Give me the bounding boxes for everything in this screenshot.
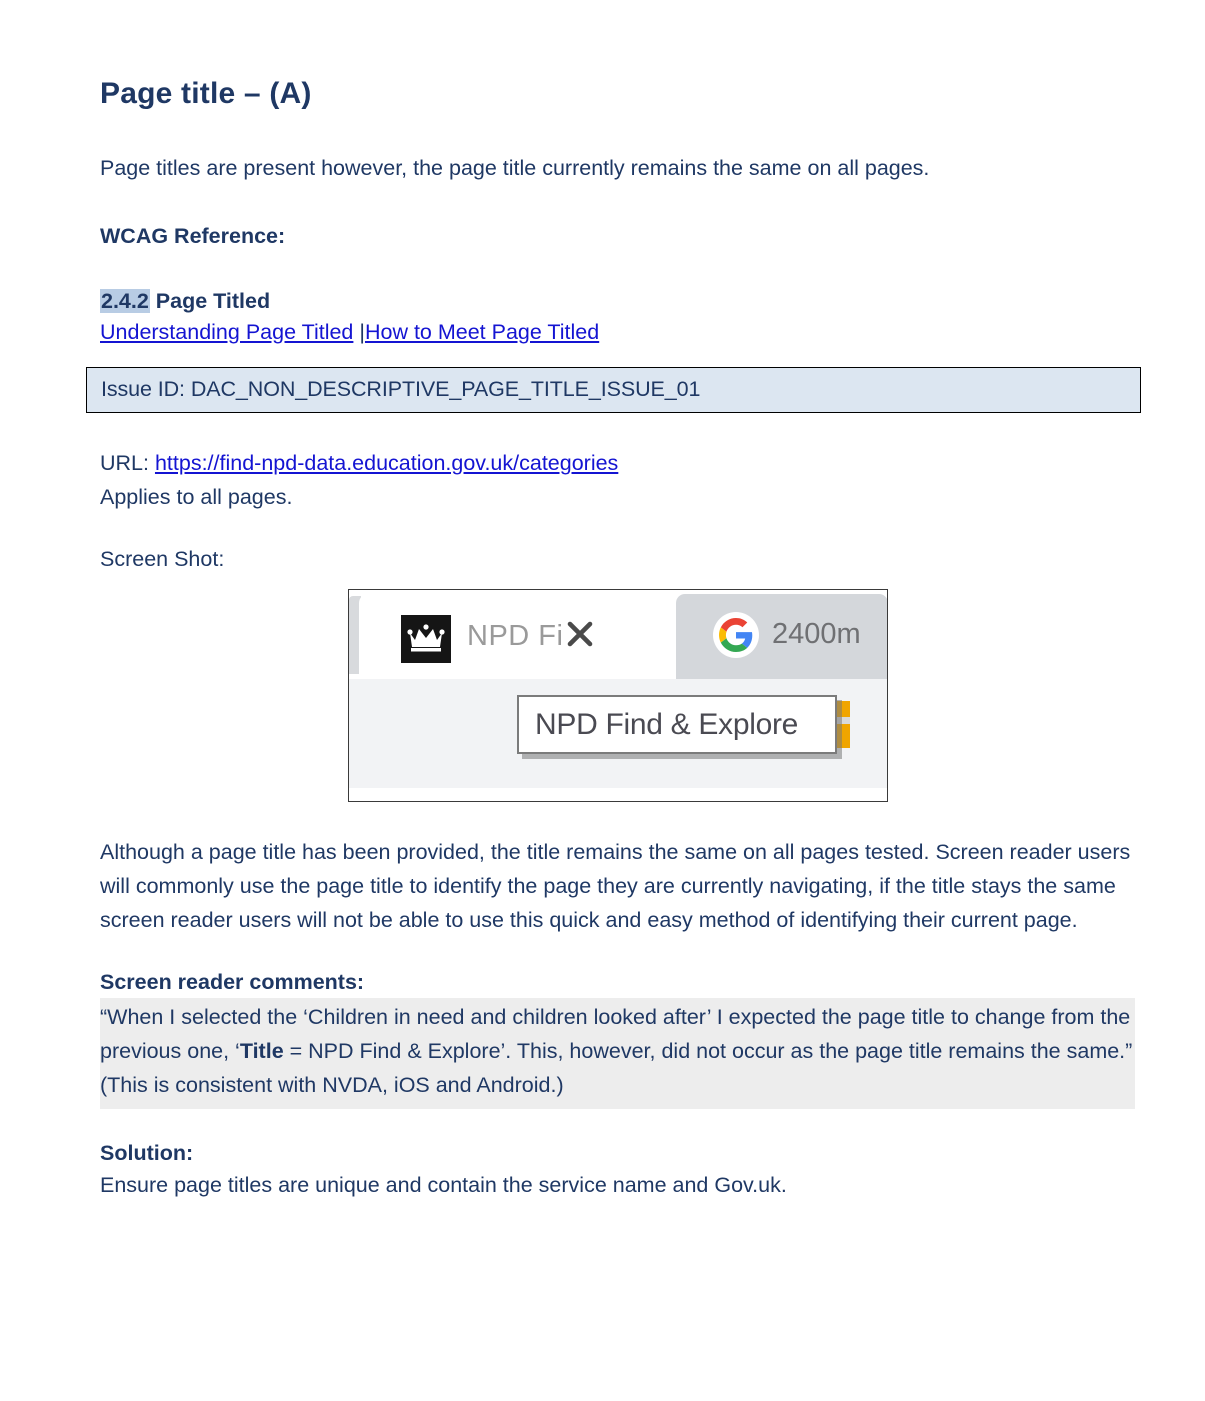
url-label: URL:: [100, 451, 155, 476]
browser-tab-active-title: NPD Fi: [467, 620, 564, 653]
browser-page-area: [349, 679, 887, 802]
screen-reader-quote: [100, 1001, 1135, 1103]
issue-id-label: Issue ID:: [101, 377, 191, 402]
issue-id-value: DAC_NON_DESCRIPTIVE_PAGE_TITLE_ISSUE_01: [190, 377, 701, 402]
intro-paragraph: Page titles are present however, the page title currently remains the same on all pages.: [100, 156, 930, 180]
url-link[interactable]: https://find-npd-data.education.gov.uk/categories: [154, 451, 619, 476]
close-icon[interactable]: [564, 618, 596, 650]
page-title-tooltip: [517, 695, 837, 754]
screenshot-label: Screen Shot:: [100, 547, 225, 572]
orange-element: [837, 701, 850, 748]
success-criterion-line: [100, 286, 1140, 317]
success-criterion-name: Page Titled: [149, 289, 271, 314]
success-criterion-number: 2.4.2: [101, 289, 149, 314]
browser-bottom-strip: [349, 788, 887, 802]
url-line: [100, 447, 1140, 481]
issue-id-box: [86, 367, 1141, 413]
page-title: Page title – (A): [100, 77, 312, 110]
quote-part-two: = NPD Find & Explore’. This, however, did not occur as the page title remains the same.” (This is consistent with NVDA, iOS and Android.): [100, 1039, 1133, 1098]
browser-screenshot-image: [348, 589, 888, 802]
google-g-icon: [713, 612, 759, 658]
screen-reader-comments-heading: Screen reader comments:: [100, 969, 365, 994]
browser-tab-inactive-title: 2400m: [772, 618, 861, 651]
applies-to-line: Applies to all pages.: [100, 485, 293, 510]
solution-text: Ensure page titles are unique and contain the service name and Gov.uk.: [100, 1173, 787, 1198]
crown-favicon: [401, 615, 451, 663]
document-content: [100, 76, 1140, 1203]
understanding-page-titled-link[interactable]: Understanding Page Titled: [100, 319, 354, 344]
screen-reader-quote-block: [100, 998, 1135, 1109]
orange-element-notch: [837, 717, 850, 724]
browser-tab-inactive[interactable]: [676, 594, 888, 680]
how-to-meet-page-titled-link[interactable]: How to Meet Page Titled: [364, 319, 600, 344]
wcag-reference-heading: WCAG Reference:: [100, 223, 286, 248]
browser-tab-strip: [349, 590, 887, 679]
page-title-tooltip-text: NPD Find & Explore: [535, 707, 799, 741]
quote-part-one: “When I selected the ‘Children in need and children looked after’ I expected the page title to change from the previous one, ‘: [100, 1005, 1131, 1064]
browser-tab-active[interactable]: [359, 594, 674, 677]
link-separator: |: [353, 319, 365, 344]
quote-bold-term: Title: [239, 1039, 284, 1064]
explanation-paragraph: Although a page title has been provided, the title remains the same on all pages tested. Screen reader users will commonly use the page title to identify the page they are currently navigating, if the title stays the same screen reader users will not be able to use this quick and easy method of identifying their current page.: [100, 840, 1131, 932]
wcag-links-line: [100, 317, 1140, 348]
solution-heading: Solution:: [100, 1141, 194, 1166]
